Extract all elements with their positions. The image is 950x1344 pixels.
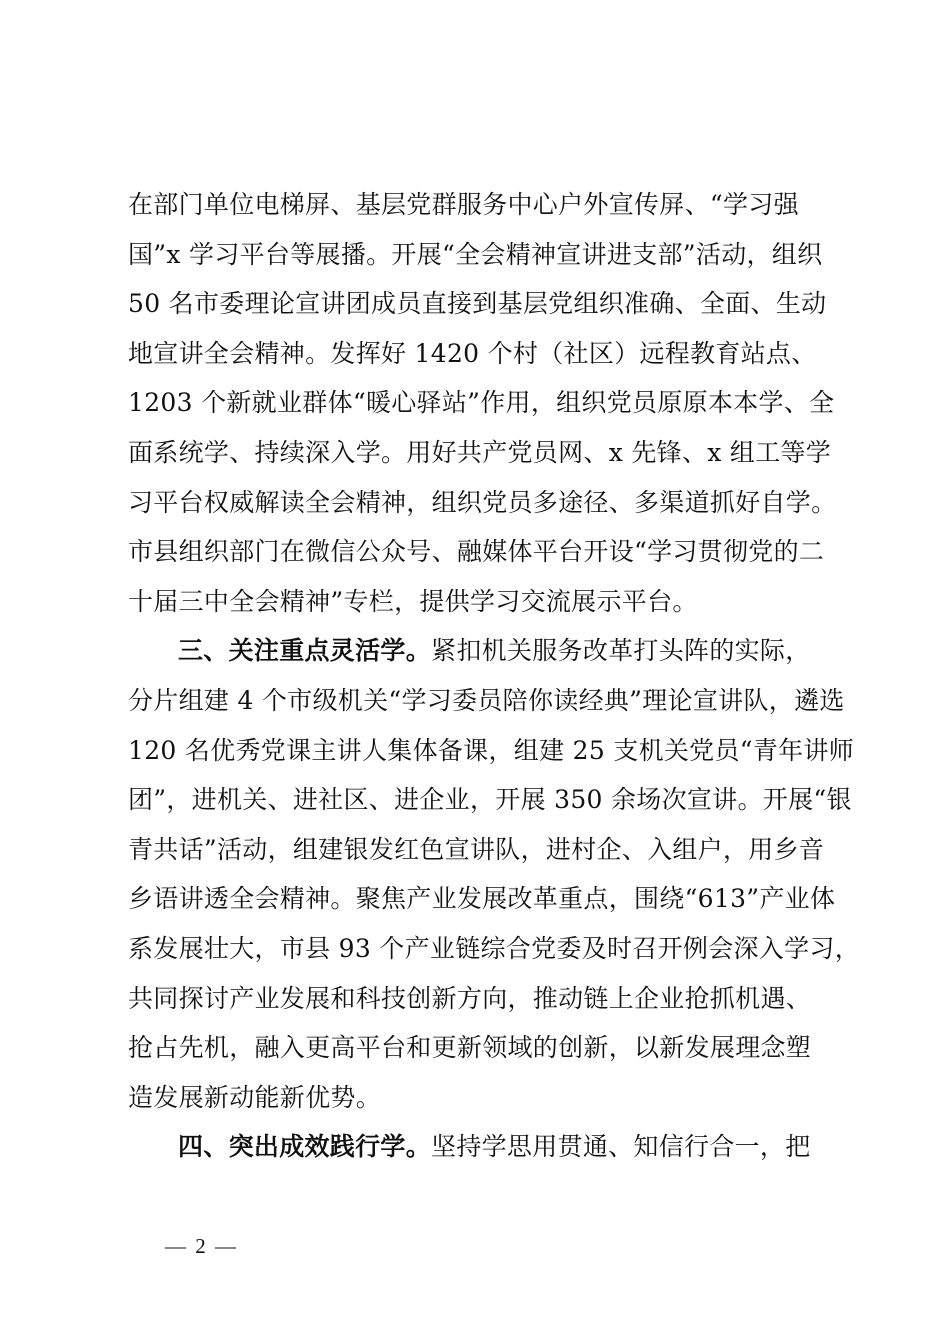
text-line: 造发展新动能新优势。 — [128, 1082, 382, 1112]
text-line: 共同探讨产业发展和科技创新方向，推动链上企业抢抓机遇、 — [128, 983, 812, 1013]
paragraph — [128, 1122, 844, 1172]
text-line: 习平台权威解读全会精神，组织党员多途径、多渠道抓好自学。 — [128, 487, 837, 517]
paragraph — [128, 180, 844, 626]
text-span: 坚持学思用贯通、知信行合一，把 — [431, 1132, 811, 1162]
text-line: 在部门单位电梯屏、基层党群服务中心户外宣传屏、“学习强 — [128, 190, 799, 219]
text-line — [128, 626, 844, 676]
text-line: 乡语讲透全会精神。聚焦产业发展改革重点，围绕“613”产业体 — [128, 884, 836, 914]
text-line: 系发展壮大，市县 93 个产业链综合党委及时召开例会深入学习， — [128, 933, 861, 963]
text-line: 面系统学、持续深入学。用好共产党员网、x 先锋、x 组工等学 — [128, 437, 832, 467]
paragraph — [128, 626, 861, 1122]
section-heading: 三、关注重点灵活学。 — [178, 636, 432, 666]
text-line: 1203 个新就业群体“暖心驿站”作用，组织党员原原本本学、全 — [128, 388, 835, 418]
text-line — [128, 1122, 844, 1172]
text-line: 市县组织部门在微信公众号、融媒体平台开设“学习贯彻党的二 — [128, 537, 825, 567]
text-line: 国”x 学习平台等展播。开展“全会精神宣讲进支部”活动，组织 — [128, 239, 823, 269]
text-line: 抢占先机，融入更高平台和更新领域的创新，以新发展理念塑 — [128, 1033, 812, 1063]
section-heading: 四、突出成效践行学。 — [178, 1132, 432, 1162]
text-span: 紧扣机关服务改革打头阵的实际， — [431, 636, 811, 666]
text-line: 分片组建 4 个市级机关“学习委员陪你读经典”理论宣讲队，遴选 — [128, 685, 845, 715]
text-line: 青共话”活动，组建银发红色宣讲队，进村企、入组户，用乡音 — [128, 834, 825, 864]
text-line: 50 名市委理论宣讲团成员直接到基层党组织准确、全面、生动 — [128, 289, 827, 319]
text-line: 十届三中全会精神”专栏，提供学习交流展示平台。 — [128, 586, 698, 616]
document-body — [128, 180, 861, 1172]
text-line: 地宣讲全会精神。发挥好 1420 个村（社区）远程教育站点、 — [128, 338, 817, 368]
text-line: 团”，进机关、进社区、进企业，开展 350 余场次宣讲。开展“银 — [128, 785, 852, 815]
page-number: — 2 — — [165, 1234, 238, 1258]
text-line: 120 名优秀党课主讲人集体备课，组建 25 支机关党员“青年讲师 — [128, 735, 855, 765]
